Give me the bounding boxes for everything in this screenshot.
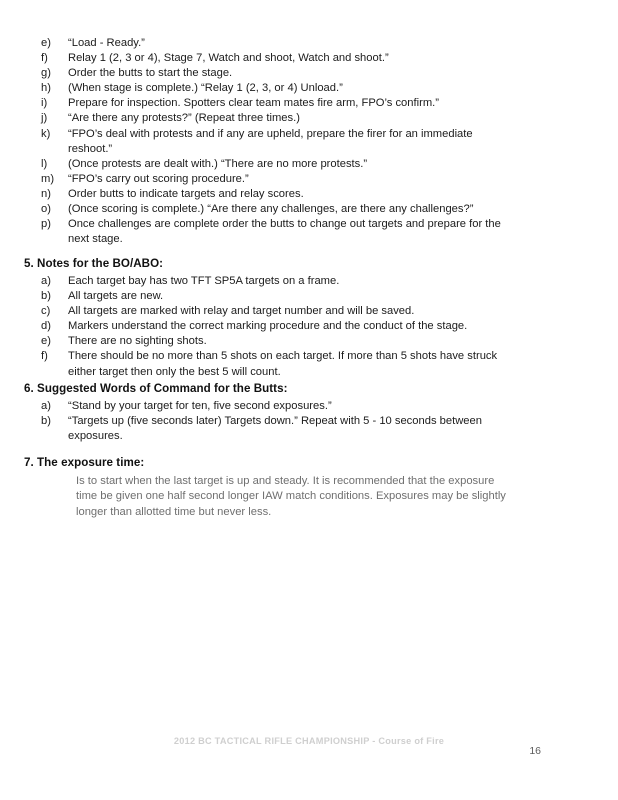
list-marker: n)	[41, 187, 51, 200]
list-marker: m)	[41, 172, 55, 185]
list-marker: o)	[41, 203, 51, 216]
list-text: Each target bay has two TFT SP5A targets on a frame.	[68, 275, 340, 287]
list-marker: b)	[41, 415, 51, 428]
list-item	[41, 349, 511, 379]
list-marker: h)	[41, 82, 51, 95]
list-item	[41, 202, 505, 217]
list-text: (Once protests are dealt with.) “There are no more protests.”	[68, 157, 368, 170]
list-marker: l)	[41, 157, 48, 170]
list-text: All targets are marked with relay and target number and will be saved.	[68, 305, 415, 318]
list-marker: j)	[41, 112, 48, 125]
footer-title: 2012 BC TACTICAL RIFLE CHAMPIONSHIP - Course of Fire	[173, 736, 445, 746]
list-item	[41, 274, 511, 289]
list-marker: e)	[41, 37, 51, 49]
list-item	[41, 51, 505, 66]
section-5-list	[41, 274, 511, 380]
list-marker: i)	[41, 97, 48, 110]
list-item	[41, 304, 511, 319]
list-text: There are no sighting shots.	[68, 335, 207, 348]
list-marker: f)	[41, 52, 48, 65]
list-text: Relay 1 (2, 3 or 4), Stage 7, Watch and shoot, Watch and shoot.”	[68, 52, 389, 65]
list-marker: b)	[41, 290, 51, 303]
list-marker: k)	[41, 127, 51, 140]
section-6	[24, 381, 524, 444]
list-item	[41, 172, 505, 187]
list-item	[41, 187, 505, 202]
list-text: “Are there any protests?” (Repeat three times.)	[68, 112, 300, 125]
list-item	[41, 414, 511, 444]
list-text: Order butts to indicate targets and relay scores.	[68, 187, 304, 200]
list-item	[41, 127, 505, 157]
page-number: 16	[529, 745, 541, 757]
list-text: “FPO’s carry out scoring procedure.”	[68, 172, 249, 185]
list-marker: d)	[41, 320, 51, 333]
list-text: “Load - Ready.”	[68, 37, 145, 49]
list-marker: c)	[41, 305, 51, 318]
list-text: All targets are new.	[68, 290, 164, 303]
section-5-heading: 5. Notes for the BO/ABO:	[24, 257, 164, 270]
section-7-paragraph: Is to start when the last target is up and steady. It is recommended that the exposure time be given one half second longer IAW match conditions. Exposures may be slightly longer than allotted time but never less.	[76, 475, 506, 518]
list-text: “Stand by your target for ten, five second exposures.”	[68, 400, 332, 412]
list-item	[41, 36, 505, 51]
list-marker: p)	[41, 218, 51, 231]
list-item	[41, 319, 511, 334]
list-text: (When stage is complete.) “Relay 1 (2, 3, or 4) Unload.”	[68, 82, 343, 95]
list-item	[41, 399, 511, 414]
section-7-heading: 7. The exposure time:	[24, 456, 145, 469]
list-text: Once challenges are complete order the butts to change out targets and prepare for the next stage.	[68, 218, 501, 246]
list-text: Prepare for inspection. Spotters clear team mates fire arm, FPO’s confirm.”	[68, 97, 439, 110]
list-text: “Targets up (five seconds later) Targets down.” Repeat with 5 - 10 seconds between exposures.	[68, 415, 482, 443]
list-marker: e)	[41, 335, 51, 348]
list-marker: f)	[41, 350, 48, 363]
list-text: “FPO’s deal with protests and if any are upheld, prepare the firer for an immediate reshoot.”	[68, 127, 473, 155]
list-text: There should be no more than 5 shots on each target. If more than 5 shots have struck either target then only the best 5 will count.	[68, 350, 498, 378]
list-item	[41, 334, 511, 349]
list-item	[41, 217, 505, 247]
list-marker: a)	[41, 275, 51, 287]
section-7	[24, 455, 524, 520]
list-item	[41, 66, 505, 81]
list-item	[41, 289, 511, 304]
section-6-list	[41, 399, 511, 444]
list-item	[41, 81, 505, 96]
list-item	[41, 111, 505, 126]
section-5	[24, 256, 524, 380]
list-marker: g)	[41, 67, 51, 80]
list-marker: a)	[41, 400, 51, 412]
list-text: Markers understand the correct marking procedure and the conduct of the stage.	[68, 320, 468, 333]
list-text: Order the butts to start the stage.	[68, 67, 233, 80]
list-item	[41, 157, 505, 172]
commands-continuation-list	[41, 36, 505, 247]
list-item	[41, 96, 505, 111]
section-6-heading: 6. Suggested Words of Command for the Butts:	[24, 382, 288, 395]
list-text: (Once scoring is complete.) “Are there any challenges, are there any challenges?”	[68, 203, 474, 216]
